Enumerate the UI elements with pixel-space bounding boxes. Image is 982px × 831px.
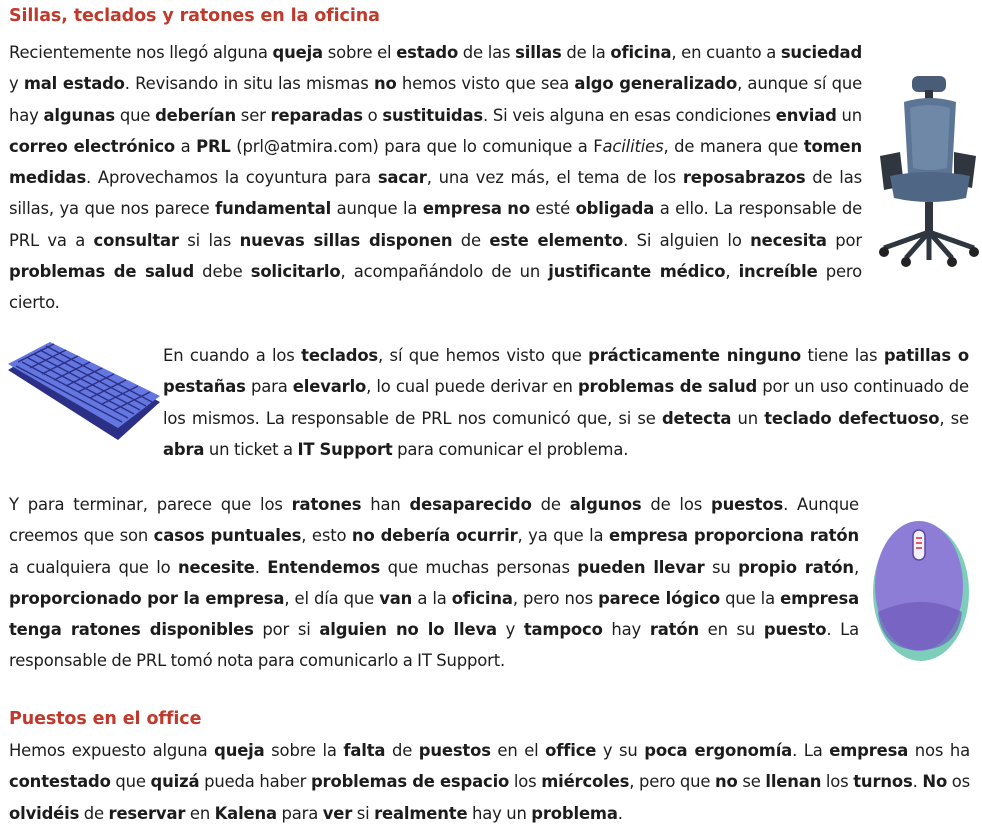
bold-phrase: enviad — [775, 105, 837, 125]
bold-phrase: olvidéis — [9, 803, 80, 823]
bold-phrase: No — [922, 772, 948, 792]
bold-phrase: realmente — [374, 803, 468, 823]
bold-phrase: van — [379, 588, 413, 608]
bold-phrase: Kalena — [214, 803, 277, 823]
bold-phrase: office — [545, 741, 597, 760]
bold-phrase: increíble — [738, 262, 818, 282]
bold-phrase: deberían — [155, 105, 236, 125]
bold-phrase: este elemento — [489, 230, 624, 250]
italic-phrase: acilities — [602, 136, 664, 156]
bold-phrase: correo electrónico — [9, 136, 176, 156]
bold-phrase: suciedad — [780, 43, 863, 62]
bold-phrase: empresa tenga ratones disponibles — [9, 588, 860, 640]
computer-mouse-icon — [872, 516, 970, 662]
mice-paragraph: Y para terminar, parece que los ratones han desaparecido de algunos de los puestos. Aunque creemos que son casos puntuales, esto no debería ocurrir, ya que la empresa proporciona ratón a cualquiera que lo necesite. Entendemos que muchas personas pueden llevar su propio ratón, proporcionado por la empresa, el día que van a la oficina, pero nos parece lógico que la empresa tenga ratones disponibles por si alguien no lo lleva y tampoco hay ratón en su puesto. La responsable de PRL tomó nota para comunicarlo a IT Support. — [9, 495, 860, 671]
bold-phrase: consultar — [93, 230, 179, 250]
bold-phrase: puestos — [418, 741, 491, 760]
bold-phrase: queja — [272, 43, 323, 62]
office-chair-illustration — [870, 72, 982, 268]
bold-phrase: empresa proporciona ratón — [608, 526, 859, 546]
bold-phrase: queja — [214, 741, 265, 760]
bold-phrase: prácticamente ninguno — [588, 346, 802, 365]
bold-phrase: sacar — [377, 168, 427, 188]
bold-phrase: fundamental — [215, 199, 332, 219]
bold-phrase: miércoles — [541, 772, 630, 792]
bold-phrase: sillas — [515, 43, 562, 62]
bold-phrase: solicitarlo — [250, 262, 341, 282]
bold-phrase: teclado defectuoso — [764, 408, 940, 428]
keyboard-icon — [6, 342, 162, 442]
bold-phrase: pueden llevar — [577, 557, 705, 577]
section-heading-office-seats: Puestos en el office — [9, 709, 202, 729]
bold-phrase: patillas o pestañas — [163, 346, 969, 397]
bold-phrase: proporcionado por la empresa — [9, 588, 285, 608]
bold-phrase: sustituidas — [382, 105, 484, 125]
bold-phrase: nuevas sillas disponen — [239, 230, 453, 250]
bold-phrase: teclados — [301, 346, 379, 365]
bold-phrase: algo generalizado — [574, 74, 738, 94]
bold-phrase: poca ergonomía — [644, 741, 793, 760]
bold-phrase: problemas de espacio — [310, 772, 510, 792]
bold-phrase: llenan — [765, 772, 822, 792]
bold-phrase: ver — [322, 803, 353, 823]
bold-phrase: no — [715, 772, 738, 792]
section-heading-chairs-keyboards-mice: Sillas, teclados y ratones en la oficina — [9, 6, 380, 26]
bold-phrase: tampoco — [523, 620, 603, 640]
bold-phrase: algunas — [43, 105, 116, 125]
bold-phrase: detecta — [661, 408, 732, 428]
bold-phrase: necesite — [177, 557, 255, 577]
bold-phrase: necesita — [750, 230, 827, 250]
bold-phrase: problema — [531, 803, 618, 823]
bold-phrase: ratones — [291, 495, 362, 514]
bold-phrase: no debería ocurrir — [351, 526, 518, 546]
bold-phrase: contestado — [9, 772, 111, 792]
bold-phrase: puesto — [763, 620, 827, 640]
bold-phrase: puestos — [710, 495, 784, 514]
bold-phrase: IT Support — [297, 439, 393, 459]
bold-phrase: parece lógico — [598, 588, 720, 608]
bold-phrase: reparadas — [270, 105, 363, 125]
bold-phrase: problemas de salud — [577, 377, 758, 397]
bold-phrase: PRL — [196, 136, 231, 156]
bold-phrase: propio ratón — [738, 557, 854, 577]
bold-phrase: empresa — [422, 199, 502, 219]
bold-phrase: justificante médico — [548, 262, 726, 282]
bold-phrase: no — [373, 74, 397, 94]
bold-phrase: alguien no lo lleva — [319, 620, 497, 640]
chairs-paragraph: Recientemente nos llegó alguna queja sobre el estado de las sillas de la oficina, en cuanto a suciedad y mal estado. Revisando in situ las mismas no hemos visto que sea algo generalizado, aunque sí que hay algunas que deberían ser reparadas o sustituidas. Si veis alguna en esas condiciones enviad un correo electrónico a PRL (prl@atmira.com) para que lo comunique a Facilities, de manera que tomen medidas. Aprovechamos la coyuntura para sacar, una vez más, el tema de los reposabrazos de las sillas, ya que nos parece fundamental aunque la empresa no esté obligada a ello. La responsable de PRL va a consultar si las nuevas sillas disponen de este elemento. Si alguien lo necesita por problemas de salud debe solicitarlo, acompañándolo de un justificante médico, increíble pero cierto. — [9, 43, 863, 313]
bold-phrase: quizá — [150, 772, 200, 792]
keyboard-illustration — [6, 342, 162, 442]
bold-phrase: abra — [163, 439, 205, 459]
office-seats-paragraph: Hemos expuesto alguna queja sobre la falta de puestos en el office y su poca ergonomía. La empresa nos ha contestado que quizá pueda haber problemas de espacio los miércoles, pero que no se llenan los turnos. No os olvidéis de reservar en Kalena para ver si realmente hay un problema. — [9, 741, 971, 823]
computer-mouse-illustration — [872, 516, 970, 662]
bold-phrase: obligada — [575, 199, 655, 219]
bold-phrase: Entendemos — [267, 557, 381, 577]
bold-phrase: algunos — [569, 495, 642, 514]
office-chair-icon — [870, 72, 982, 268]
bold-phrase: oficina — [451, 588, 513, 608]
bold-phrase: tomen medidas — [9, 136, 863, 188]
bold-phrase: empresa — [829, 741, 909, 760]
bold-phrase: reservar — [108, 803, 186, 823]
bold-phrase: estado — [396, 43, 459, 62]
bold-phrase: reposabrazos — [682, 168, 806, 188]
bold-phrase: mal estado — [23, 74, 125, 94]
bold-phrase: problemas de salud — [9, 262, 195, 282]
bold-phrase: oficina — [610, 43, 672, 62]
bold-phrase: elevarlo — [292, 377, 367, 397]
keyboards-paragraph: En cuando a los teclados, sí que hemos visto que prácticamente ninguno tiene las patillas o pestañas para elevarlo, lo cual puede derivar en problemas de salud por un uso continuado de los mismos. La responsable de PRL nos comunicó que, si se detecta un teclado defectuoso, se abra un ticket a IT Support para comunicar el problema. — [163, 346, 969, 459]
bold-phrase: ratón — [649, 620, 699, 640]
bold-phrase: falta — [343, 741, 386, 760]
bold-phrase: desaparecido — [409, 495, 532, 514]
bold-phrase: no — [507, 199, 530, 219]
bold-phrase: casos puntuales — [153, 526, 302, 546]
bold-phrase: turnos — [853, 772, 913, 792]
